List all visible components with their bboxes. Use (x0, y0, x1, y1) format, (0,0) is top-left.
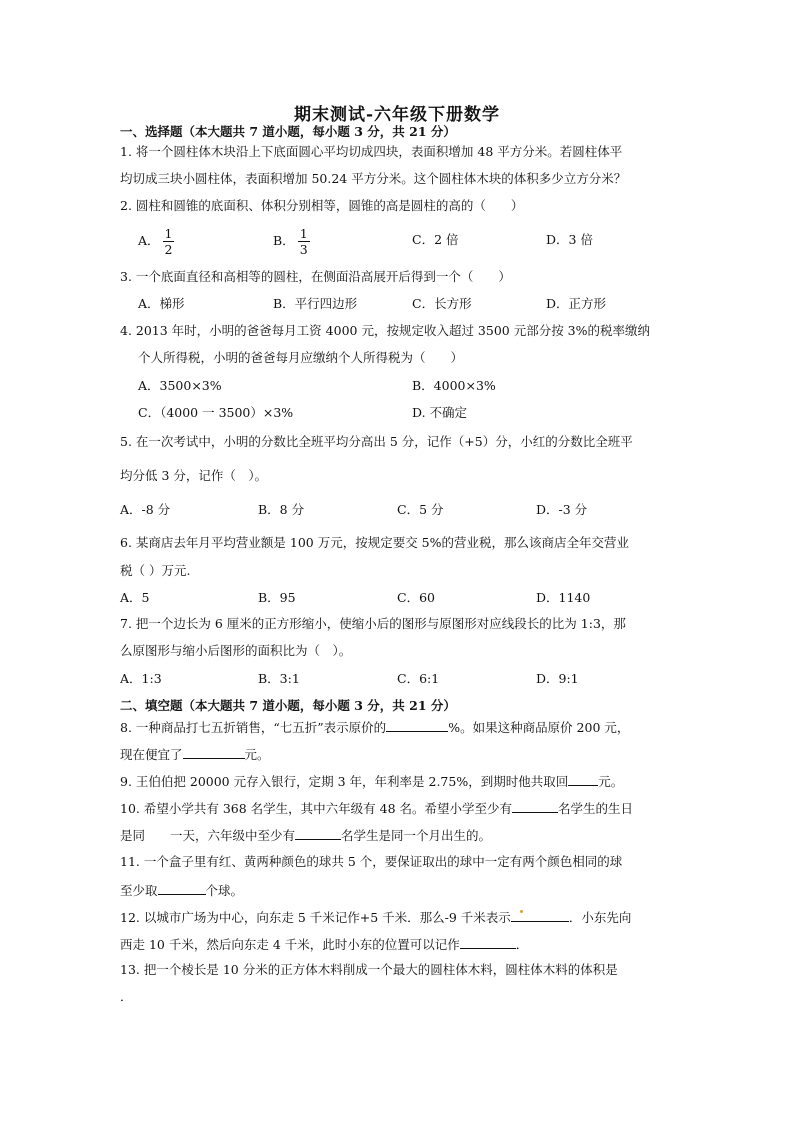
question-4-line-2: 个人所得税，小明的爸爸每月应缴纳个人所得税为（ ） (138, 350, 464, 365)
question-5-option-b: B．8 分 (258, 502, 305, 517)
question-7-option-c: C．6:1 (397, 671, 440, 686)
answer-blank[interactable] (568, 772, 598, 786)
question-8-line-2 (120, 745, 270, 763)
question-4-line-1: 4. 2013 年时，小明的爸爸每月工资 4000 元，按规定收入超过 3500 元部分按 3%的税率缴纳 (120, 323, 651, 338)
question-12-text-c: 西走 10 千米，然后向东走 4 千米，此时小东的位置可以记作 (120, 937, 460, 952)
question-5-option-a: A．-8 分 (120, 502, 171, 517)
question-4-option-a: A．3500×3% (138, 378, 222, 393)
question-12-line-1 (120, 908, 631, 926)
question-12-text-a: 12. 以城市广场为中心，向东走 5 千米记作+5 千米．那么-9 千米表示 (120, 910, 511, 925)
question-5-option-c: C．5 分 (397, 502, 444, 517)
fraction-denominator: 2 (164, 242, 173, 257)
question-3-option-b: B．平行四边形 (273, 296, 358, 311)
question-5-option-d: D．-3 分 (536, 502, 588, 517)
question-13-line-2: ． (120, 989, 133, 1004)
question-7-line-2: 么原图形与缩小后图形的面积比为（ ）。 (120, 643, 352, 658)
question-9 (120, 772, 623, 790)
fraction-numerator: 1 (164, 226, 173, 241)
question-1-line-2: 均切成三块小圆柱体，表面积增加 50.24 平方分米。这个圆柱体木块的体积多少立方分米？ (120, 171, 627, 186)
question-2-option-d: D．3 倍 (546, 232, 593, 247)
question-6-option-d: D．1140 (536, 590, 591, 605)
question-10-line-1 (120, 799, 633, 817)
question-8-text-a: 8. 一种商品打七五折销售，“七五折”表示原价的 (120, 720, 387, 735)
fraction-one-third (298, 226, 310, 257)
fraction-one-half (163, 226, 175, 257)
page-title: 期末测试-六年级下册数学 (293, 105, 501, 125)
question-4-option-b: B．4000×3% (412, 378, 496, 393)
option-label: A． (138, 233, 160, 248)
question-4-option-c: C．（4000 一 3500）×3% (138, 405, 294, 420)
option-label: B． (273, 233, 295, 248)
fraction-denominator: 3 (299, 242, 308, 257)
question-2-stem: 2. 圆柱和圆锥的底面积、体积分别相等，圆锥的高是圆柱的高的（ ） (120, 198, 524, 213)
answer-blank[interactable] (158, 881, 206, 895)
question-3-stem: 3. 一个底面直径和高相等的圆柱，在侧面沿高展开后得到一个（ ） (120, 269, 511, 284)
question-6-line-1: 6. 某商店去年月平均营业额是 100 万元，按规定要交 5%的营业税，那么该商店全年交营业 (120, 535, 630, 550)
question-5-line-1: 5. 在一次考试中，小明的分数比全班平均分高出 5 分，记作（+5）分，小红的分数比全班平 (120, 434, 633, 449)
question-6-option-c: C．60 (397, 590, 435, 605)
question-4-option-d: D. 不确定 (412, 405, 468, 420)
answer-blank[interactable] (183, 745, 245, 759)
question-6-option-b: B．95 (258, 590, 296, 605)
section-heading-fill-blank: 二、填空题（本大题共 7 道小题，每小题 3 分，共 21 分） (120, 698, 456, 713)
question-8-text-c: 现在便宜了 (120, 747, 183, 762)
question-6-option-a: A．5 (120, 590, 150, 605)
question-8-text-b: %。如果这种商品原价 200 元， (448, 720, 630, 735)
question-10-text-a: 10. 希望小学共有 368 名学生，其中六年级有 48 名。希望小学至少有 (120, 801, 513, 816)
question-10-line-2 (120, 826, 491, 844)
answer-blank[interactable] (511, 908, 569, 922)
question-3-option-a: A．梯形 (138, 296, 185, 311)
question-3-option-d: D．正方形 (546, 296, 607, 311)
question-8-text-d: 元。 (244, 747, 270, 762)
question-11-line-2 (120, 881, 243, 899)
answer-blank[interactable] (512, 799, 558, 813)
question-9-text-b: 元。 (598, 774, 624, 789)
question-13-line-1: 13. 把一个棱长是 10 分米的正方体木料削成一个最大的圆柱体木料，圆柱体木料的体积是 (120, 962, 618, 977)
highlight-dot (520, 910, 523, 913)
question-2-option-a (138, 226, 174, 257)
section-heading-choice: 一、选择题（本大题共 7 道小题，每小题 3 分，共 21 分） (120, 124, 456, 139)
question-12-line-2 (120, 935, 528, 953)
question-2-option-b (273, 226, 310, 257)
question-1-line-1: 1. 将一个圆柱体木块沿上下底面圆心平均切成四块，表面积增加 48 平方分米。若圆柱体平 (120, 144, 623, 159)
question-7-line-1: 7. 把一个边长为 6 厘米的正方形缩小，使缩小后的图形与原图形对应线段长的比为 1:3，那 (120, 616, 626, 631)
question-10-text-c: 是同 一天，六年级中至少有 (120, 828, 296, 843)
question-7-option-d: D．9:1 (536, 671, 579, 686)
answer-blank[interactable] (295, 826, 341, 840)
question-10-text-b: 名学生的生日 (558, 801, 634, 816)
answer-blank[interactable] (460, 935, 516, 949)
question-3-option-c: C．长方形 (412, 296, 472, 311)
question-11-text-a: 至少取 (120, 883, 158, 898)
question-5-line-2: 均分低 3 分，记作（ ）。 (120, 468, 268, 483)
answer-blank[interactable] (386, 718, 448, 732)
fraction-numerator: 1 (299, 226, 308, 241)
question-12-text-d: ． (515, 937, 529, 952)
question-12-text-b: ．小东先向 (568, 910, 632, 925)
question-6-line-2: 税（ ）万元. (120, 563, 191, 578)
question-7-option-b: B．3:1 (258, 671, 300, 686)
question-8-line-1 (120, 718, 629, 736)
question-7-option-a: A．1:3 (120, 671, 162, 686)
question-2-option-c: C．2 倍 (412, 232, 459, 247)
question-11-line-1: 11. 一个盒子里有红、黄两种颜色的球共 5 个，要保证取出的球中一定有两个颜色相同的球 (120, 854, 623, 869)
question-9-text-a: 9. 王伯伯把 20000 元存入银行，定期 3 年，年利率是 2.75%，到期时他共取回 (120, 774, 569, 789)
question-11-text-b: 个球。 (205, 883, 244, 898)
question-10-text-d: 名学生是同一个月出生的。 (341, 828, 492, 843)
